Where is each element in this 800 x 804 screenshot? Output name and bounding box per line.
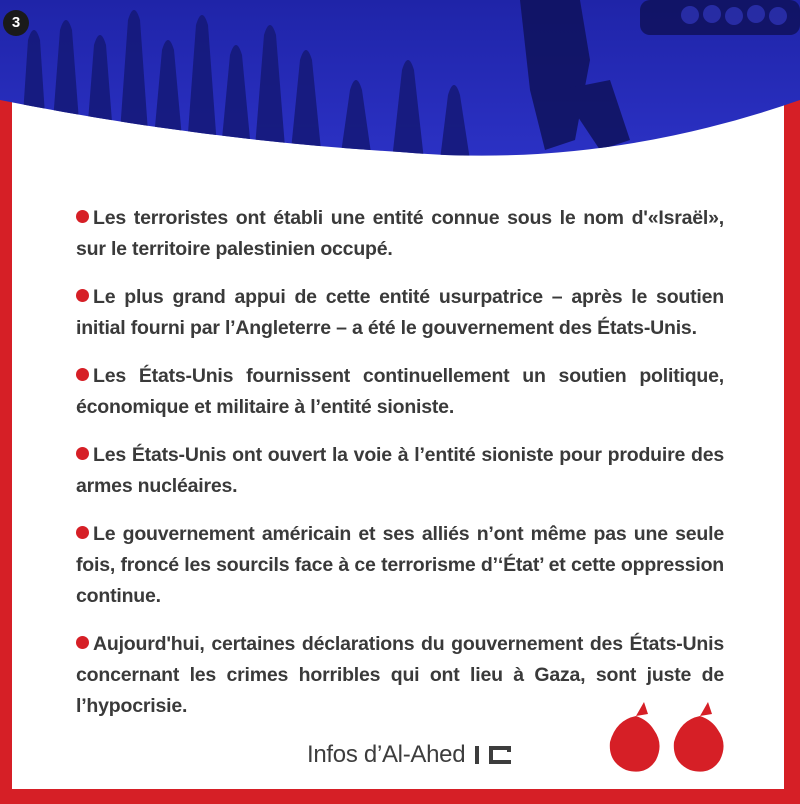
red-dot-icon bbox=[76, 447, 89, 460]
brand-footer bbox=[307, 738, 515, 772]
list-item-text: Les États-Unis ont ouvert la voie à l’entité sioniste pour produire des armes nucléaires. bbox=[76, 444, 724, 497]
list-item bbox=[76, 203, 724, 265]
red-dot-icon bbox=[76, 210, 89, 223]
header-banner-image bbox=[0, 0, 800, 160]
list-item bbox=[76, 361, 724, 423]
list-item bbox=[76, 440, 724, 502]
al-ahed-logo-icon bbox=[473, 743, 515, 767]
red-dot-icon bbox=[76, 636, 89, 649]
page-number-badge: 3 bbox=[3, 10, 29, 36]
list-item-text: Les États-Unis fournissent continuellement un soutien politique, économique et militaire à l’entité sioniste. bbox=[76, 365, 724, 418]
list-item-text: Le gouvernement américain et ses alliés n’ont même pas une seule fois, froncé les sourcils face à ce terrorisme d’‘État’ et cette oppression continue. bbox=[76, 523, 724, 607]
bullet-list bbox=[76, 203, 724, 739]
list-item-text: Aujourd'hui, certaines déclarations du gouvernement des États-Unis concernant les crimes horribles qui ont lieu à Gaza, sont juste de l’hypocrisie. bbox=[76, 633, 724, 717]
brand-name: Infos d’Al-Ahed bbox=[307, 741, 466, 768]
list-item bbox=[76, 519, 724, 612]
red-dot-icon bbox=[76, 289, 89, 302]
red-dot-icon bbox=[76, 368, 89, 381]
red-dot-icon bbox=[76, 526, 89, 539]
list-item-text: Le plus grand appui de cette entité usurpatrice – après le soutien initial fourni par l’Angleterre – a été le gouvernement des États-Unis. bbox=[76, 286, 724, 339]
list-item-text: Les terroristes ont établi une entité connue sous le nom d'«Israël», sur le territoire palestinien occupé. bbox=[76, 207, 724, 260]
list-item bbox=[76, 282, 724, 344]
quote-marks-icon bbox=[604, 700, 732, 780]
